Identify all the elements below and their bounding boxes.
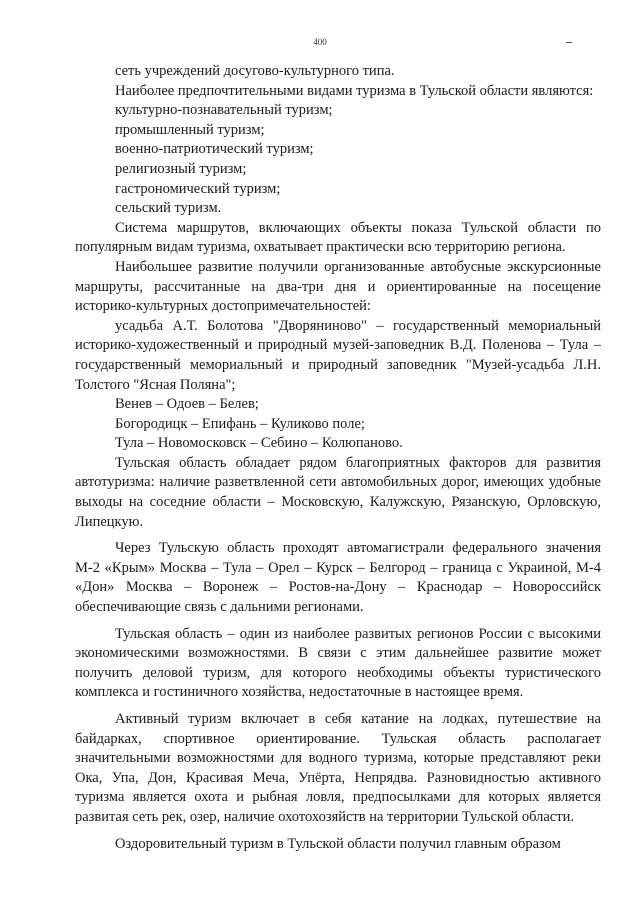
list-item: гастрономический туризм; (115, 180, 281, 197)
list-item: Богородицк – Епифань – Куликово поле; (115, 415, 365, 432)
paragraph: Через Тульскую область проходят автомагистрали федерального значения М-2 «Крым» Москва – Тула – Орел – Курск – Белгород – граница с Украиной, М-4 «Дон» Москва – Воронеж – Ростов-на-Дону – Краснодар – Новороссийск обеспечивающие связь с дальними регионами. (75, 540, 601, 616)
list-item: религиозный туризм; (115, 160, 247, 177)
paragraph: Система маршрутов, включающих объекты показа Тульской области по популярным видам туризма, охватывает практически всю территорию региона. (75, 219, 601, 256)
list-item: Тула – Новомосковск – Себино – Колюпаново. (115, 435, 403, 452)
paragraph: Тульская область – один из наиболее развитых регионов России с высокими экономическими возможностями. В связи с этим дальнейшее развитие может получить деловой туризм, для которого необходимы объекты туристического комплекса и гостиничного хозяйства, недостаточные в настоящее время. (75, 625, 601, 701)
paragraph: усадьба А.Т. Болотова "Дворяниново" – государственный мемориальный историко-художественный и природный музей-заповедник В.Д. Поленова – Тула – государственный мемориальный и природный заповедник "Музей-усадьба Л.Н. Толстого "Ясная Поляна"; (75, 317, 601, 393)
paragraph: Активный туризм включает в себя катание на лодках, путешествие на байдарках, спортивное ориентирование. Тульская область располагает значительными возможностями для водного туризма, которые представляют реки Ока, Упа, Дон, Красивая Меча, Упёрта, Непрядва. Разновидностью активного туризма является охота и рыбная ловля, предпосылками для которых является развитая сеть рек, озер, наличие охотохозяйств на территории Тульской области. (75, 711, 601, 825)
list-item: Венев – Одоев – Белев; (115, 396, 259, 413)
page-number: 400 (313, 37, 327, 47)
list-item: культурно-познавательный туризм; (115, 102, 333, 119)
corner-mark (566, 42, 572, 43)
paragraph: Тульская область обладает рядом благоприятных факторов для развития автотуризма: наличие разветвленной сети автомобильных дорог, имеющих удобные выходы на соседние области – Московскую, Калужскую, Рязанскую, Орловскую, Липецкую. (75, 454, 601, 530)
paragraph: сеть учреждений досугово-культурного типа. (115, 63, 395, 79)
paragraph: Оздоровительный туризм в Тульской области получил главным образом (115, 835, 561, 852)
list-item: военно-патриотический туризм; (115, 141, 314, 158)
paragraph: Наибольшее развитие получили организованные автобусные экскурсионные маршруты, рассчитанные на два-три дня и ориентированные на посещение историко-культурных достопримечательностей: (75, 258, 601, 315)
list-item: сельский туризм. (115, 200, 222, 217)
list-item: промышленный туризм; (115, 121, 265, 138)
paragraph: Наиболее предпочтительными видами туризма в Тульской области являются: (115, 82, 594, 99)
body-text (75, 62, 601, 854)
